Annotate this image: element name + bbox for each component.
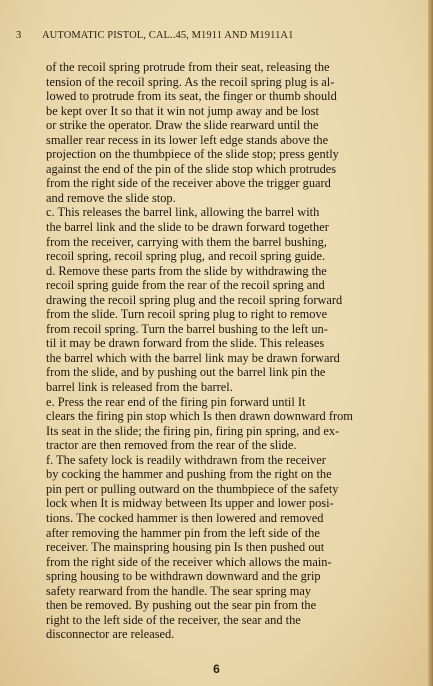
text-line: and remove the slide stop. — [46, 190, 176, 205]
text-line: the barrel which with the barrel link may be drawn forward — [46, 350, 340, 365]
text-line: from the receiver, carrying with them the barrel bushing, — [46, 234, 327, 249]
text-line: tions. The cocked hammer is then lowered and removed — [46, 510, 324, 525]
text-line: projection on the thumbpiece of the slide stop; press gently — [46, 147, 339, 162]
text-line: after removing the hammer pin from the left side of the — [46, 525, 320, 540]
text-line: from recoil spring. Turn the barrel bushing to the left un- — [46, 321, 328, 336]
header-title: AUTOMATIC PISTOL, CAL..45, M1911 AND M1911A1 — [42, 30, 294, 41]
text-line: d. Remove these parts from the slide by withdrawing the — [46, 263, 327, 278]
text-line: recoil spring, recoil spring plug, and recoil spring guide. — [46, 249, 326, 264]
page-folio: 6 — [213, 662, 220, 676]
text-line: lock when It is midway between Its upper and lower posi- — [46, 496, 334, 511]
text-line: receiver. The mainspring housing pin Is then pushed out — [46, 540, 325, 555]
text-line: be kept over It so that it win not jump away and be lost — [46, 103, 319, 118]
text-line: tension of the recoil spring. As the recoil spring plug is al- — [46, 74, 335, 89]
text-line: recoil spring guide from the rear of the recoil spring and — [46, 278, 325, 293]
text-line: from the right side of the receiver above the trigger guard — [46, 176, 331, 191]
text-line: Its seat in the slide; the firing pin, firing pin spring, and ex- — [46, 423, 340, 438]
text-line: disconnector are released. — [46, 627, 175, 642]
running-header — [16, 30, 293, 41]
text-line: pin pert or pulling outward on the thumbpiece of the safety — [46, 481, 339, 496]
text-line: drawing the recoil spring plug and the recoil spring forward — [46, 292, 343, 307]
text-line: barrel link is released from the barrel. — [46, 380, 233, 395]
text-line: of the recoil spring protrude from their seat, releasing the — [46, 60, 330, 74]
text-line: from the slide. Turn recoil spring plug to right to remove — [46, 307, 328, 322]
text-line: e. Press the rear end of the firing pin forward until It — [46, 394, 306, 409]
text-line: right to the left side of the receiver, the sear and the — [46, 612, 301, 627]
text-line: by cocking the hammer and pushing from the right on the — [46, 467, 332, 482]
text-line: or strike the operator. Draw the slide rearward until the — [46, 118, 319, 133]
text-line: clears the firing pin stop which Is then drawn downward from — [46, 409, 353, 424]
page-edge-shadow — [428, 0, 433, 686]
text-line: tractor are then removed from the rear of the slide. — [46, 438, 297, 453]
body-text — [46, 60, 380, 642]
text-line: safety rearward from the handle. The sear spring may — [46, 583, 312, 598]
text-line: against the end of the pin of the slide stop which protrudes — [46, 161, 337, 176]
text-line: smaller rear recess in its lower left edge stands above the — [46, 132, 329, 147]
text-line: from the right side of the receiver which allows the main- — [46, 554, 332, 569]
text-line: the barrel link and the slide to be drawn forward together — [46, 220, 329, 235]
text-line: from the slide, and by pushing out the barrel link pin the — [46, 365, 326, 380]
text-line: lowed to protrude from its seat, the finger or thumb should — [46, 89, 337, 104]
text-line: f. The safety lock is readily withdrawn from the receiver — [46, 452, 326, 467]
text-line: spring housing to be withdrawn downward and the grip — [46, 569, 321, 584]
header-page-number: 3 — [16, 30, 22, 41]
text-line: c. This releases the barrel link, allowing the barrel with — [46, 205, 320, 220]
text-line: then be removed. By pushing out the sear pin from the — [46, 598, 317, 613]
text-line: til it may be drawn forward from the slide. This releases — [46, 336, 325, 351]
